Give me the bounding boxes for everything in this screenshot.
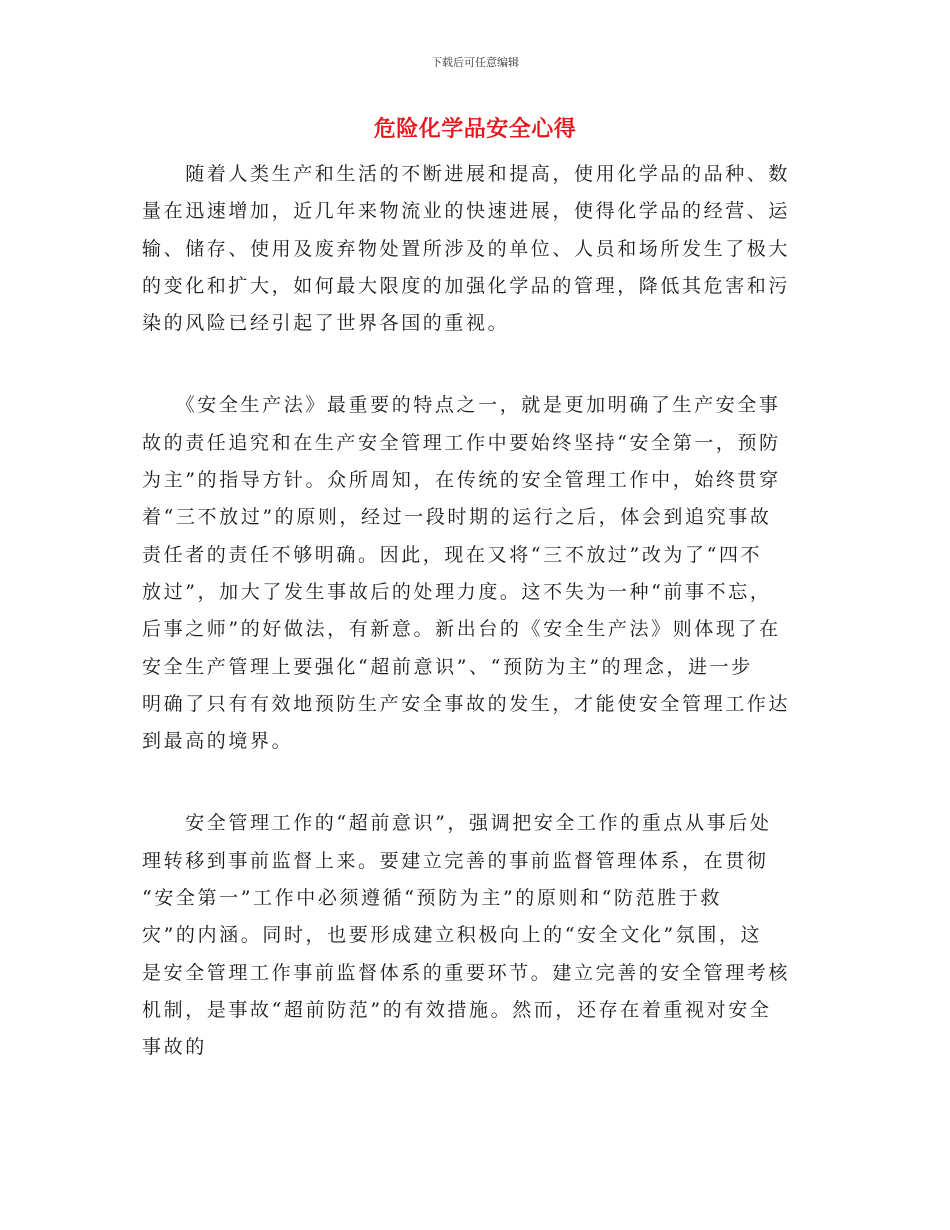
paragraph-line: 着“三不放过”的原则，经过一段时期的运行之后，体会到追究事故 [142,506,772,529]
paragraph-spacer [142,760,802,805]
paragraph-line: 到最高的境界。 [142,730,294,753]
paragraph-line: 故的责任追究和在生产安全管理工作中要始终坚持“安全第一，预防 [142,431,781,454]
document-title: 危险化学品安全心得 [373,117,577,142]
paragraph-line: 放过”，加大了发生事故后的处理力度。这不失为一种“前事不忘， [142,580,772,603]
paragraph-line: 事故的 [142,1036,207,1059]
paragraph-line: 随着人类生产和生活的不断进展和提高，使用化学品的品种、数 [142,163,791,185]
paragraph-line: 责任者的责任不够明确。因此，现在又将“三不放过”改为了“四不 [142,543,763,566]
paragraph-line: 输、储存、使用及废弃物处置所涉及的单位、人员和场所发生了极大 [142,237,791,260]
paragraph-line: 机制，是事故“超前防范”的有效措施。然而，还存在着重视对安全 [142,998,772,1021]
paragraph-line: 后事之师”的好做法，有新意。新出台的《安全生产法》则体现了在 [142,618,781,641]
paragraph-line: 明确了只有有效地预防生产安全事故的发生，才能使安全管理工作达 [142,692,791,715]
paragraph-line: 安全生产管理上要强化“超前意识”、“预防为主”的理念，进一步 [142,655,753,678]
header-note: 下载后可任意编辑 [431,56,519,69]
paragraph-line: 的变化和扩大，如何最大限度的加强化学品的管理，降低其危害和污 [142,274,791,297]
paragraph-3 [142,805,802,1066]
paragraph-2 [142,387,802,760]
paragraph-line: 安全管理工作的“超前意识”，强调把安全工作的重点从事后处 [142,812,772,835]
paragraph-line: 《安全生产法》最重要的特点之一，就是更加明确了生产安全事 [142,394,781,417]
paragraph-1 [142,156,802,342]
paragraph-line: 量在迅速增加，近几年来物流业的快速进展，使得化学品的经营、运 [142,200,791,223]
paragraph-line: 灾”的内涵。同时，也要形成建立积极向上的“安全文化”氛围，这 [142,924,763,947]
document-body [142,156,802,1067]
paragraph-line: 染的风险已经引起了世界各国的重视。 [142,312,510,335]
paragraph-line: 是安全管理工作事前监督体系的重要环节。建立完善的安全管理考核 [142,961,791,984]
paragraph-line: 理转移到事前监督上来。要建立完善的事前监督管理体系，在贯彻 [142,849,769,872]
paragraph-spacer [142,342,802,387]
paragraph-line: “安全第一”工作中必须遵循“预防为主”的原则和“防范胜于救 [142,887,722,910]
paragraph-line: 为主”的指导方针。众所周知，在传统的安全管理工作中，始终贯穿 [142,469,781,492]
